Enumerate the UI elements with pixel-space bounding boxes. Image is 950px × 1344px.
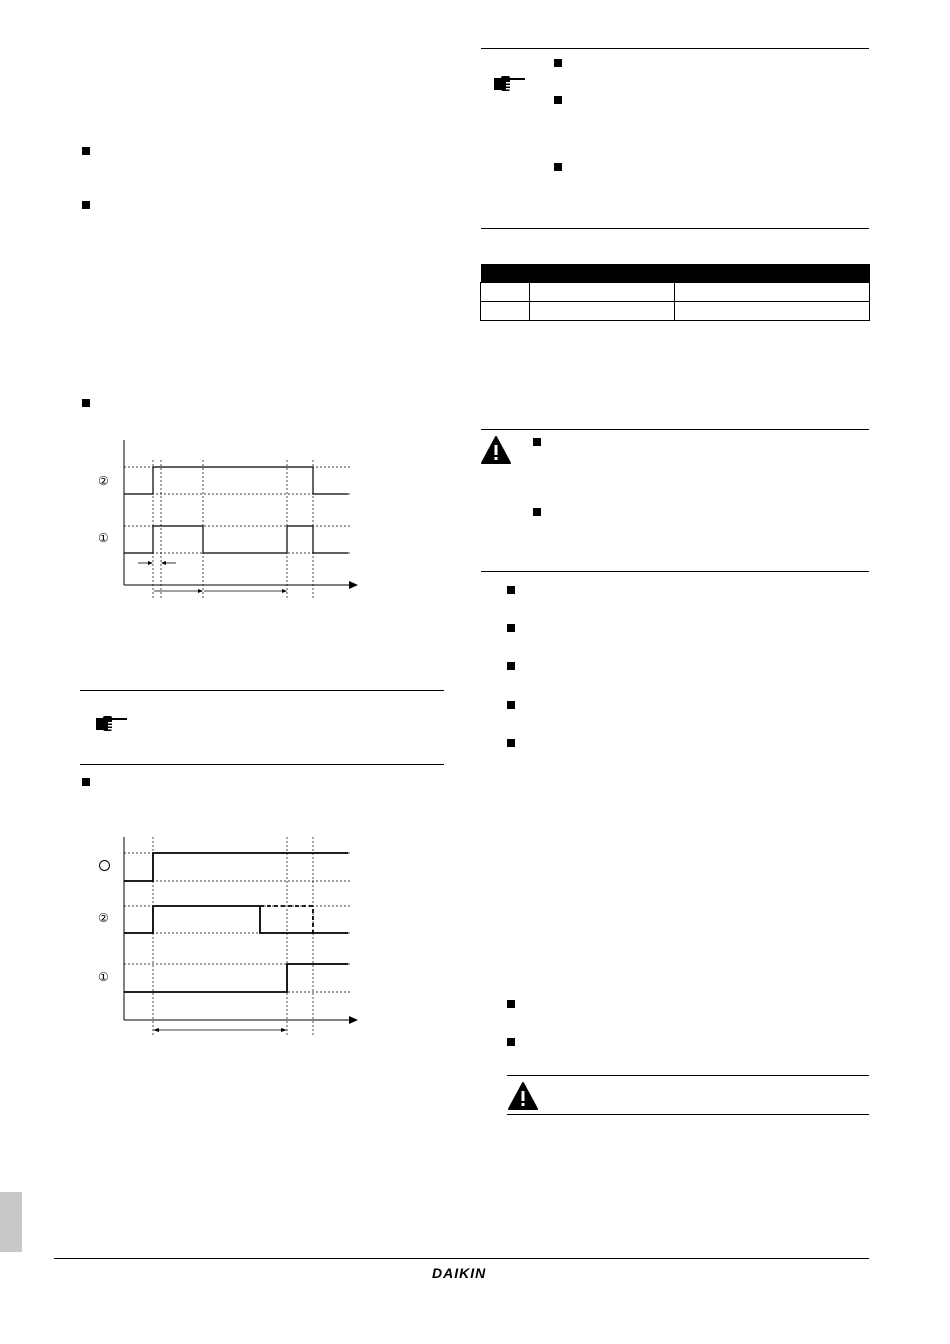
bullet-icon [533,438,541,446]
table-header-cell [481,264,675,283]
note-pointing-hand-icon [491,74,527,94]
table-row [481,302,870,321]
signal-label-1: ① [98,970,109,984]
bullet-icon [507,586,515,594]
warning-triangle-icon [481,436,511,464]
table-cell [675,302,870,321]
table-row [481,283,870,302]
bullet-icon [554,59,562,67]
bullet-icon [507,701,515,709]
bullet-icon [507,1000,515,1008]
bullet-icon [507,624,515,632]
bullet-icon [533,508,541,516]
table-cell [481,302,530,321]
warning-box-top-rule [481,429,869,430]
table-cell [481,283,530,302]
timing-diagram-1-svg [90,435,370,605]
bullet-icon [507,739,515,747]
table-header-row [481,264,870,283]
timing-diagram-1 [90,435,370,605]
table-cell [675,283,870,302]
table-header-cell [675,264,870,283]
signal-label-2: ② [98,474,109,488]
warning-box-bottom-rule [481,571,869,572]
table-cell [530,283,675,302]
note-pointing-hand-icon [93,714,129,734]
bullet-icon [554,163,562,171]
bullet-icon [507,1038,515,1046]
timing-diagram-2-svg [90,832,370,1042]
bullet-icon [507,662,515,670]
side-tab-marker [0,1192,22,1252]
bullet-icon [554,96,562,104]
note-box-bottom-rule [80,764,444,765]
warning-box-bottom-rule [507,1114,869,1115]
timing-diagram-2 [90,832,370,1042]
footer-rule [54,1258,869,1259]
bullet-icon [82,399,90,407]
note-box-top-rule [481,48,869,49]
daikin-logo: DAIKIN [432,1265,487,1281]
signal-label-2: ② [98,911,109,925]
data-table [480,264,870,321]
signal-label-1: ① [98,531,109,545]
note-box-bottom-rule [481,228,869,229]
warning-box-top-rule [507,1075,869,1076]
bullet-icon [82,201,90,209]
table-cell [530,302,675,321]
bullet-icon [82,147,90,155]
note-box-top-rule [80,690,444,691]
warning-triangle-icon [508,1082,538,1110]
bullet-icon [82,778,90,786]
